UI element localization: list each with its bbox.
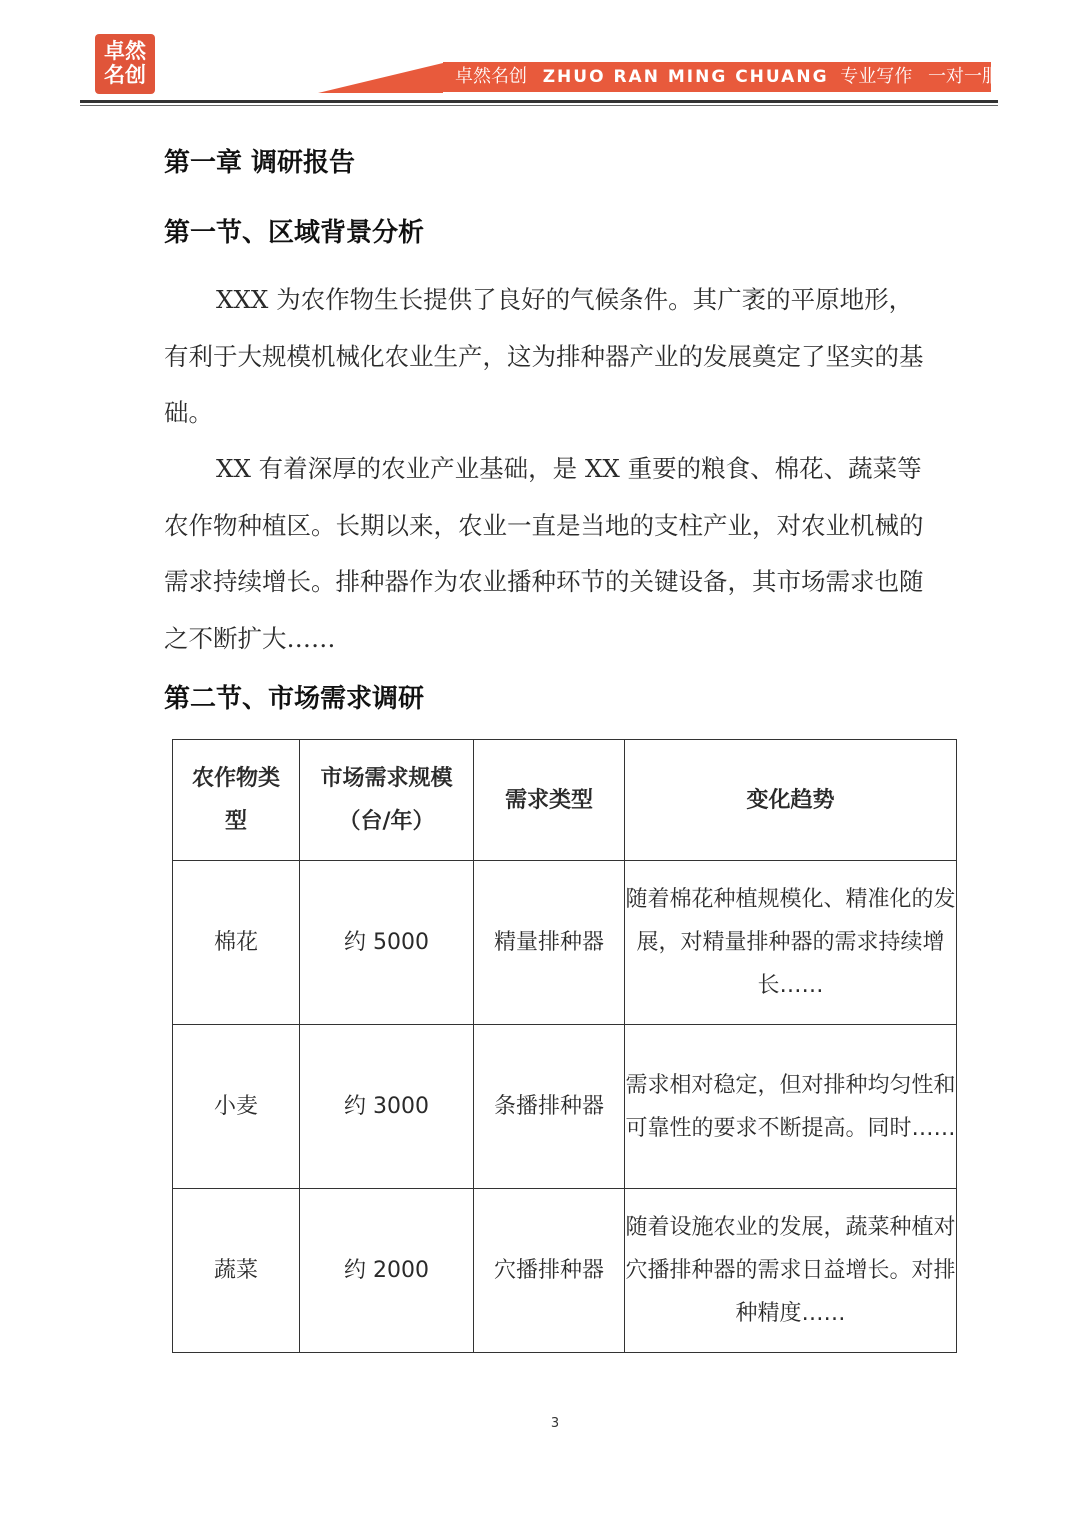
header-crop-type-line2: 型 [224, 809, 247, 834]
banner-brand-cn: 卓然名创 [455, 66, 527, 87]
market-demand-table [172, 739, 957, 1353]
cell-scale: 约 2000 [300, 1189, 474, 1353]
page-number: 3 [550, 1416, 560, 1431]
header-demand-type: 需求类型 [474, 740, 625, 861]
header-crop-type [173, 740, 300, 861]
section2-title: 第二节、市场需求调研 [164, 684, 425, 714]
cell-scale: 约 3000 [300, 1025, 474, 1189]
cell-trend: 随着棉花种植规模化、精准化的发展，对精量排种器的需求持续增长…… [625, 861, 957, 1025]
cell-trend: 随着设施农业的发展，蔬菜种植对穴播排种器的需求日益增长。对排种精度…… [625, 1189, 957, 1353]
section1-paragraph-2: XX 有着深厚的农业产业基础，是 XX 重要的粮食、棉花、蔬菜等农作物种植区。长期以来，农业一直是当地的支柱产业，对农业机械的需求持续增长。排种器作为农业播种环节的关键设备，其市场需求也随之不断扩大…… [164, 454, 924, 653]
header-market-scale-line1: 市场需求规模 [320, 766, 453, 791]
cell-type: 精量排种器 [474, 861, 625, 1025]
brand-logo [95, 34, 155, 94]
header-market-scale [300, 740, 474, 861]
section1-title: 第一节、区域背景分析 [164, 218, 425, 248]
cell-crop: 棉花 [173, 861, 300, 1025]
header-rule-thick [80, 100, 998, 103]
table-header-row [173, 740, 957, 861]
cell-type: 条播排种器 [474, 1025, 625, 1189]
header-trend: 变化趋势 [625, 740, 957, 861]
logo-text-line1: 卓然 [104, 39, 146, 63]
table-row [173, 1189, 957, 1353]
cell-trend: 需求相对稳定，但对排种均匀性和可靠性的要求不断提高。同时…… [625, 1025, 957, 1189]
banner-service-1: 专业写作 [840, 66, 913, 87]
section1-paragraph-1: XXX 为农作物生长提供了良好的气候条件。其广袤的平原地形，有利于大规模机械化农业生产，这为排种器产业的发展奠定了坚实的基础。 [164, 285, 924, 427]
table-row [173, 1025, 957, 1189]
logo-text-line2: 名创 [104, 63, 146, 87]
cell-crop: 蔬菜 [173, 1189, 300, 1353]
cell-type: 穴播排种器 [474, 1189, 625, 1353]
cell-scale: 约 5000 [300, 861, 474, 1025]
banner-wedge-decoration [318, 63, 443, 93]
header-rule-thin [80, 105, 998, 106]
header-crop-type-line1: 农作物类 [191, 766, 280, 791]
chapter-title: 第一章 调研报告 [164, 148, 356, 178]
cell-crop: 小麦 [173, 1025, 300, 1189]
header-banner [443, 62, 1018, 92]
banner-service-2: 一对一服务 [928, 66, 1018, 87]
banner-brand-pinyin: ZHUO RAN MING CHUANG [542, 67, 829, 87]
header-market-scale-line2: （台/年） [338, 809, 435, 834]
table-row [173, 861, 957, 1025]
